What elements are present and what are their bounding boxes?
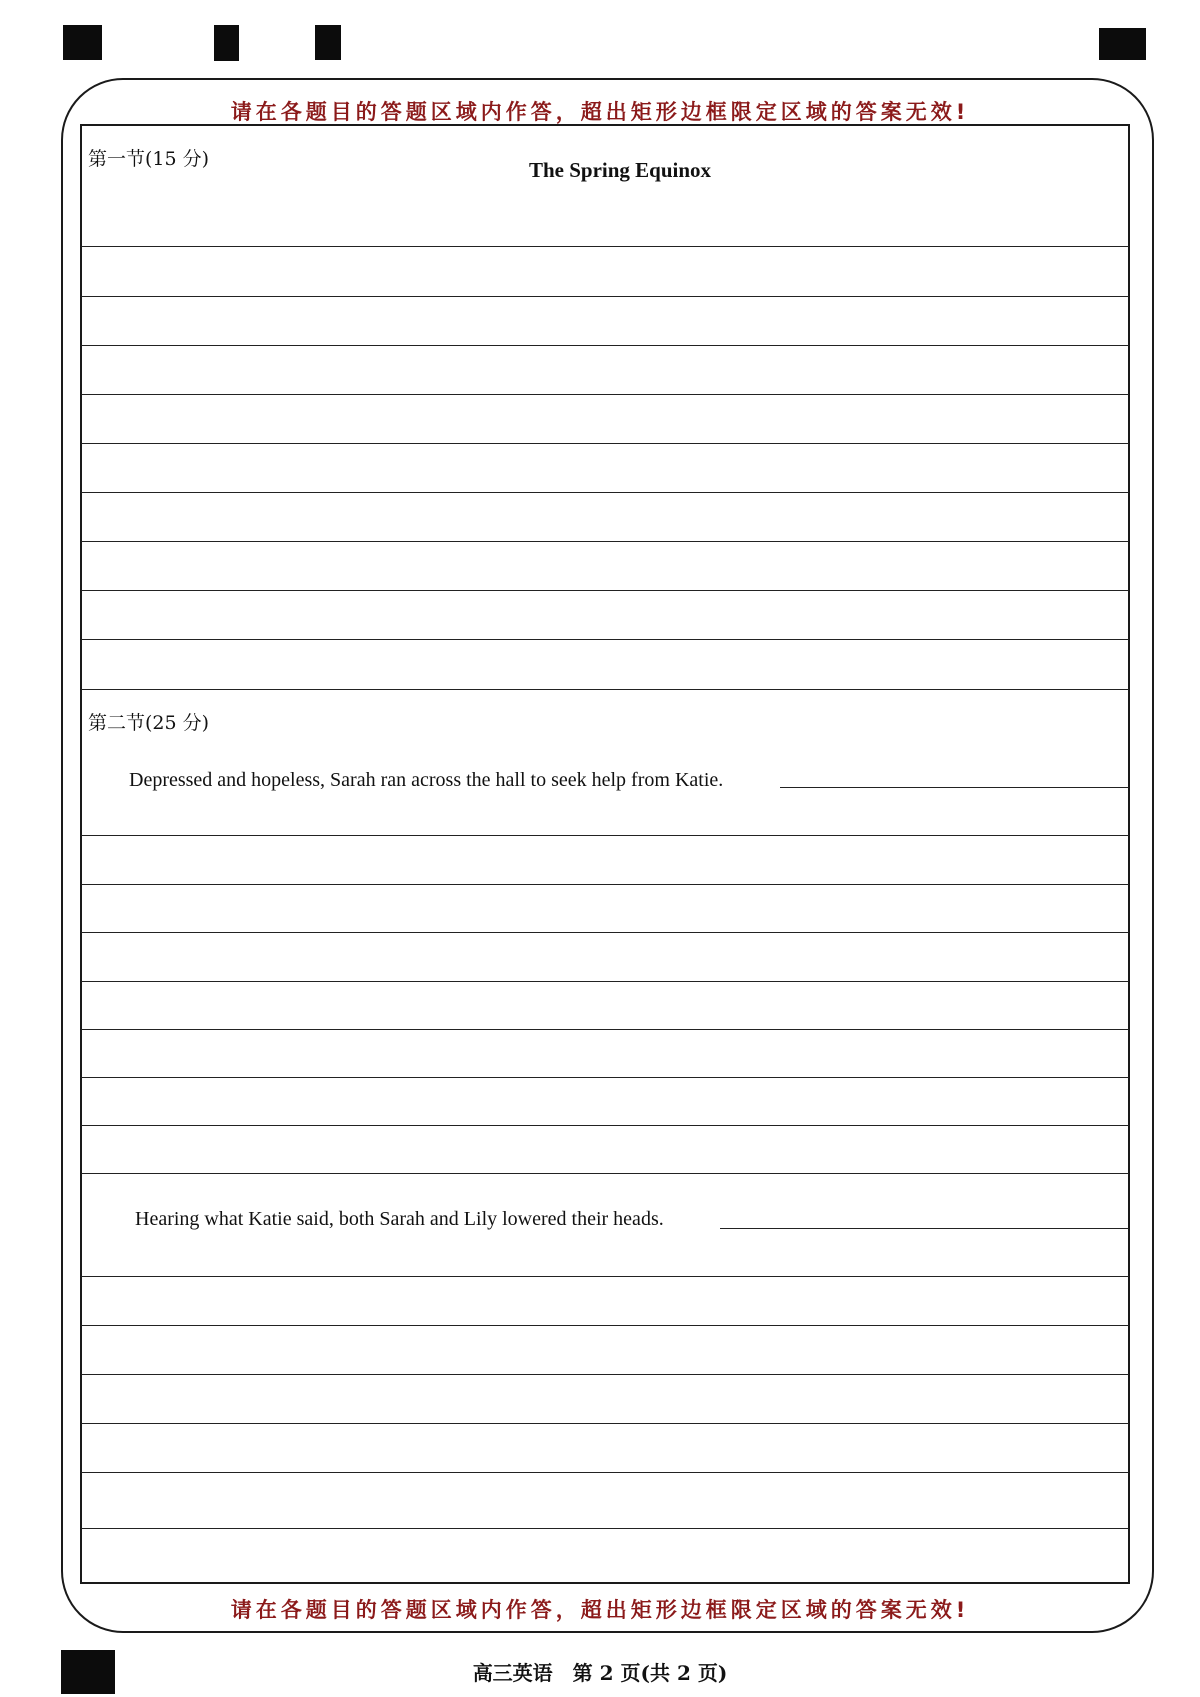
writing-line[interactable] bbox=[720, 1228, 1129, 1229]
writing-line[interactable] bbox=[81, 835, 1129, 836]
warning-top: 请在各题目的答题区域内作答，超出矩形边框限定区域的答案无效! bbox=[230, 100, 970, 124]
writing-line[interactable] bbox=[81, 1528, 1129, 1529]
registration-mark bbox=[315, 25, 341, 60]
answer-area-box bbox=[80, 124, 1130, 1584]
writing-line[interactable] bbox=[81, 639, 1129, 640]
registration-mark bbox=[214, 25, 239, 61]
continuation-prompt-1: Depressed and hopeless, Sarah ran across the hall to seek help from Katie. bbox=[129, 769, 724, 791]
writing-line[interactable] bbox=[81, 443, 1129, 444]
writing-line[interactable] bbox=[81, 246, 1129, 247]
writing-line[interactable] bbox=[81, 884, 1129, 885]
writing-line[interactable] bbox=[81, 1325, 1129, 1326]
writing-line[interactable] bbox=[81, 345, 1129, 346]
writing-line[interactable] bbox=[81, 932, 1129, 933]
registration-mark bbox=[1099, 28, 1146, 60]
writing-line[interactable] bbox=[81, 492, 1129, 493]
writing-line[interactable] bbox=[81, 1472, 1129, 1473]
essay-title: The Spring Equinox bbox=[528, 158, 712, 182]
writing-line[interactable] bbox=[81, 1423, 1129, 1424]
warning-bottom: 请在各题目的答题区域内作答，超出矩形边框限定区域的答案无效! bbox=[230, 1598, 970, 1622]
writing-line[interactable] bbox=[81, 1125, 1129, 1126]
section-divider bbox=[81, 689, 1129, 690]
section2-label: 第二节(25 分) bbox=[88, 712, 210, 734]
writing-line[interactable] bbox=[81, 981, 1129, 982]
writing-line[interactable] bbox=[81, 394, 1129, 395]
writing-line[interactable] bbox=[81, 590, 1129, 591]
writing-line[interactable] bbox=[81, 1077, 1129, 1078]
writing-line[interactable] bbox=[81, 1276, 1129, 1277]
writing-line[interactable] bbox=[81, 1374, 1129, 1375]
writing-line[interactable] bbox=[81, 296, 1129, 297]
writing-line[interactable] bbox=[81, 1173, 1129, 1174]
page-footer: 高三英语 第 2 页(共 2 页) bbox=[472, 1661, 728, 1685]
writing-line[interactable] bbox=[81, 541, 1129, 542]
writing-line[interactable] bbox=[81, 1029, 1129, 1030]
section1-label: 第一节(15 分) bbox=[88, 148, 210, 170]
writing-line[interactable] bbox=[780, 787, 1129, 788]
continuation-prompt-2: Hearing what Katie said, both Sarah and Lily lowered their heads. bbox=[135, 1208, 664, 1230]
registration-mark bbox=[63, 25, 102, 60]
